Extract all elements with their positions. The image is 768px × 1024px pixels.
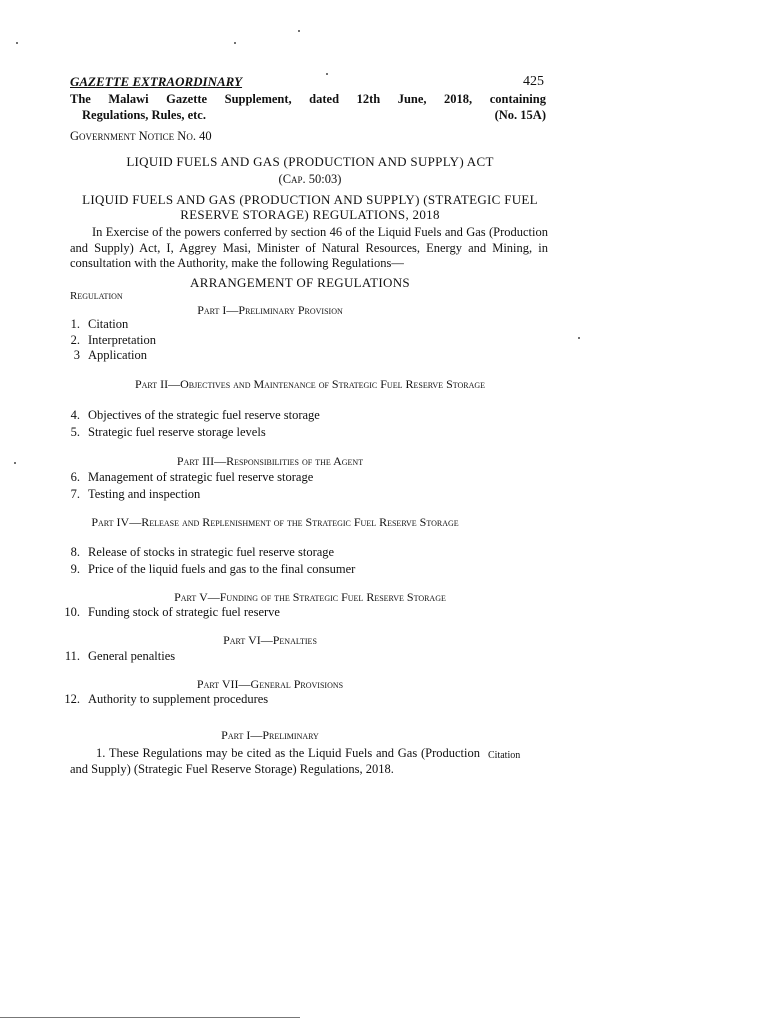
part-heading: Part V—Funding of the Strategic Fuel Reserve Storage [174, 590, 446, 604]
scan-speck [578, 337, 580, 339]
supplement-word: June, [397, 92, 427, 106]
list-item [52, 348, 147, 363]
item-number: 3 [73, 348, 80, 362]
supplement-word: Malawi [108, 92, 149, 106]
scan-speck [234, 42, 236, 44]
scan-edge-line [0, 1017, 300, 1018]
item-number: 1. [70, 317, 80, 331]
list-item [52, 425, 266, 440]
item-number: 5. [70, 425, 80, 439]
list-item [52, 562, 355, 577]
preamble: In Exercise of the powers conferred by section 46 of the Liquid Fuels and Gas (Production and Supply) Act, I, Aggrey Masi, Minister of Natural Resources, Energy and Mining, in consultation with the Authority, make the following Regulations— [70, 225, 548, 270]
regulations-title: LIQUID FUELS AND GAS (PRODUCTION AND SUPPLY) (STRATEGIC FUEL RESERVE STORAGE) REGULATIONS, 2018 [82, 192, 538, 222]
supplement-word: 2018, [444, 92, 473, 106]
supplement-word: containing [489, 92, 546, 106]
supplement-word: The [70, 92, 91, 106]
item-text: Citation [88, 317, 129, 331]
supplement-line [70, 92, 546, 107]
gazette-title: GAZETTE EXTRAORDINARY [70, 74, 243, 89]
item-text: Price of the liquid fuels and gas to the final consumer [88, 562, 356, 576]
arrangement-title: ARRANGEMENT OF REGULATIONS [190, 275, 410, 290]
supplement-number: (No. 15A) [494, 108, 546, 122]
item-number: 11. [64, 649, 80, 663]
list-item [52, 545, 334, 560]
government-notice: Government Notice No. 40 [70, 129, 212, 143]
part-heading: Part I—Preliminary Provision [197, 303, 343, 317]
item-text: Strategic fuel reserve storage levels [88, 425, 266, 439]
list-item [52, 470, 313, 485]
page-number: 425 [523, 74, 544, 89]
scan-speck [16, 42, 18, 44]
supplement-line-2: Regulations, Rules, etc. [82, 108, 206, 122]
supplement-word: Gazette [166, 92, 208, 106]
regulation-1-text: 1. These Regulations may be cited as the Liquid Fuels and Gas (Production and Supply) (Strategic Fuel Reserve Storage) Regulations, 2018. [70, 746, 480, 776]
list-item [52, 487, 200, 502]
item-text: Management of strategic fuel reserve storage [88, 470, 314, 484]
body-part-heading: Part I—Preliminary [221, 728, 319, 742]
list-item [52, 649, 175, 664]
item-text: Funding stock of strategic fuel reserve [88, 605, 280, 619]
margin-note: Citation [488, 750, 521, 761]
list-item [52, 333, 156, 348]
item-number: 7. [70, 487, 80, 501]
item-text: General penalties [88, 649, 176, 663]
act-title: LIQUID FUELS AND GAS (PRODUCTION AND SUPPLY) ACT [126, 154, 494, 169]
item-text: Release of stocks in strategic fuel reserve storage [88, 545, 335, 559]
part-heading: Part III—Responsibilities of the Agent [176, 454, 364, 468]
item-number: 8. [70, 545, 80, 559]
list-item [52, 317, 128, 332]
item-number: 6. [70, 470, 80, 484]
regulation-column-head: Regulation [70, 290, 123, 302]
list-item [52, 408, 320, 423]
item-number: 4. [70, 408, 80, 422]
item-number: 9. [70, 562, 80, 576]
scan-speck [298, 30, 300, 32]
list-item [52, 692, 268, 707]
part-heading: Part VII—General Provisions [196, 677, 344, 691]
part-heading: Part VI—Penalties [223, 633, 317, 647]
item-number: 2. [70, 333, 80, 347]
scan-speck [326, 73, 328, 75]
supplement-word: Supplement, [224, 92, 292, 106]
item-number: 12. [64, 692, 80, 706]
item-text: Objectives of the strategic fuel reserve storage [88, 408, 320, 422]
item-text: Application [88, 348, 148, 362]
supplement-word: dated [309, 92, 340, 106]
item-text: Authority to supplement procedures [88, 692, 269, 706]
item-text: Testing and inspection [88, 487, 201, 501]
part-heading: Part IV—Release and Replenishment of the Strategic Fuel Reserve Storage [91, 515, 459, 529]
item-text: Interpretation [88, 333, 157, 347]
supplement-word: 12th [356, 92, 381, 106]
part-heading: Part II—Objectives and Maintenance of Strategic Fuel Reserve Storage [134, 377, 486, 391]
cap-reference: (Cap. 50:03) [278, 172, 342, 186]
list-item [52, 605, 280, 620]
item-number: 10. [64, 605, 80, 619]
scan-speck [14, 462, 16, 464]
